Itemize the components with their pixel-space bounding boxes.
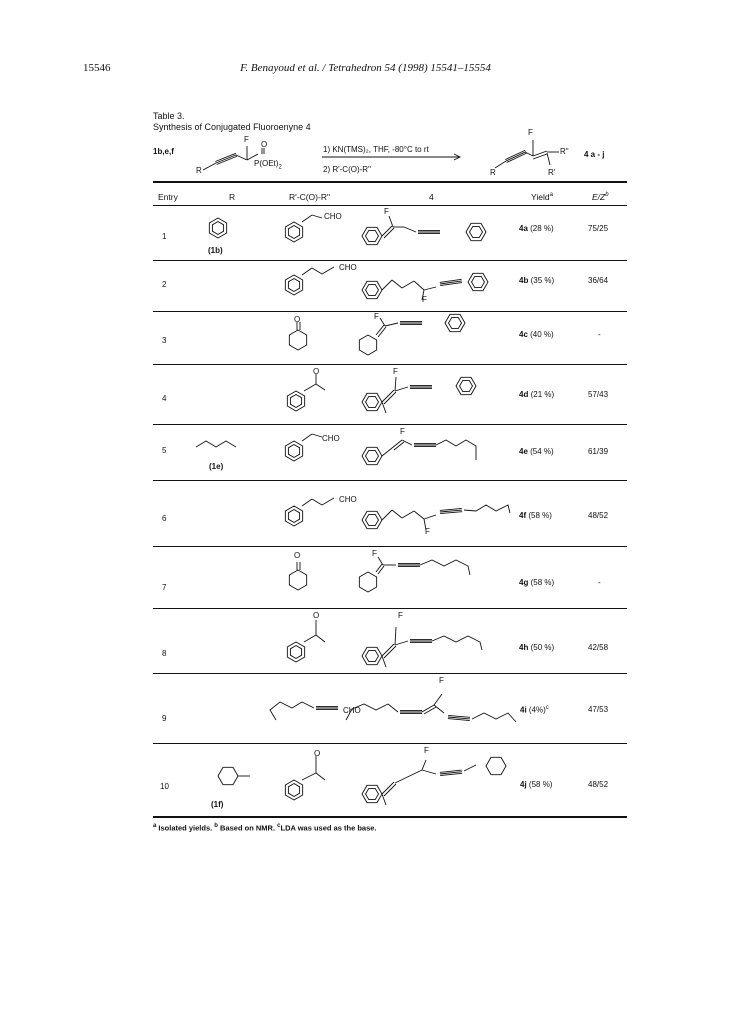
header-rule bbox=[153, 205, 627, 206]
table-label: Table 3. bbox=[153, 111, 185, 121]
row-9-cho: CHO bbox=[343, 706, 361, 715]
product-f-atom: F bbox=[528, 128, 533, 137]
header-yield-sup: a bbox=[549, 192, 553, 199]
row-1-yield bbox=[519, 224, 554, 233]
row-6-entry: 6 bbox=[162, 514, 167, 523]
row-2-cho: CHO bbox=[339, 263, 357, 272]
row-9-ratio: 47/53 bbox=[588, 705, 609, 714]
header-ratio bbox=[592, 192, 609, 202]
row-divider bbox=[153, 743, 627, 744]
row-2-yield bbox=[519, 276, 554, 285]
row-9-entry: 9 bbox=[162, 714, 167, 723]
row-7-compound: 4g bbox=[519, 578, 529, 587]
row-5-yield bbox=[519, 447, 554, 456]
header-ratio-sup: b bbox=[605, 192, 609, 199]
row-4-entry: 4 bbox=[162, 394, 167, 403]
row-6-yield-value: (58 %) bbox=[528, 511, 552, 520]
row-1-r-label: (1b) bbox=[208, 246, 223, 255]
row-9-yield-value: (4%) bbox=[528, 705, 546, 715]
header-r: R bbox=[229, 192, 236, 202]
row-3-compound: 4c bbox=[519, 330, 528, 339]
running-header: F. Benayoud et al. / Tetrahedron 54 (1998) 15541–15554 bbox=[240, 62, 491, 74]
row-5-r-label: (1e) bbox=[209, 462, 224, 471]
row-7-yield-value: (58 %) bbox=[530, 578, 555, 587]
row-divider bbox=[153, 608, 627, 609]
row-3-ratio: - bbox=[598, 330, 601, 339]
row-7-entry: 7 bbox=[162, 583, 167, 592]
reagent-label: 1b,e,f bbox=[153, 147, 174, 156]
reagent-phosphonate bbox=[254, 159, 282, 171]
row-divider bbox=[153, 673, 627, 674]
row-1-yield-value: (28 %) bbox=[530, 224, 554, 233]
row-2-f-atom: F bbox=[422, 295, 427, 304]
condition-2: 2) R'-C(O)-R" bbox=[323, 165, 371, 174]
row-10-compound: 4j bbox=[520, 780, 527, 789]
row-7-yield bbox=[519, 578, 554, 587]
footnote-c: LDA was used as the base. bbox=[280, 823, 377, 833]
row-9-yield bbox=[520, 705, 549, 715]
row-5-cho: CHO bbox=[322, 434, 340, 443]
row-5-ratio: 61/39 bbox=[588, 447, 609, 456]
row-3-yield bbox=[519, 330, 554, 339]
row-6-yield bbox=[519, 511, 552, 520]
reagent-o-atom: O bbox=[261, 140, 268, 149]
row-divider bbox=[153, 311, 627, 312]
row-1-f-atom: F bbox=[384, 207, 389, 216]
row-5-compound: 4e bbox=[519, 447, 528, 456]
row-1-entry: 1 bbox=[162, 232, 167, 241]
row-3-yield-value: (40 %) bbox=[530, 330, 554, 339]
row-10-f-atom: F bbox=[424, 746, 429, 755]
reagent-p-group: P(OEt) bbox=[254, 159, 279, 168]
row-10-yield bbox=[520, 780, 552, 789]
footnote-c-mark: c bbox=[277, 823, 281, 829]
row-8-yield bbox=[519, 643, 554, 652]
footnote-b-mark: b bbox=[214, 823, 218, 829]
row-divider bbox=[153, 364, 627, 365]
table-title bbox=[153, 111, 311, 133]
footnote-a-mark: a bbox=[153, 823, 157, 829]
row-4-ratio: 57/43 bbox=[588, 390, 609, 399]
row-1-cho: CHO bbox=[324, 212, 342, 221]
row-10-r-label: (1f) bbox=[211, 800, 224, 809]
product-r-double-prime: R" bbox=[560, 147, 569, 156]
row-10-o-atom: O bbox=[314, 749, 321, 758]
condition-1: 1) KN(TMS)₂, THF, -80°C to rt bbox=[323, 145, 429, 154]
table-footnotes bbox=[153, 823, 377, 833]
row-6-ratio: 48/52 bbox=[588, 511, 609, 520]
row-8-compound: 4h bbox=[519, 643, 529, 652]
row-divider bbox=[153, 546, 627, 547]
row-8-o-atom: O bbox=[313, 611, 320, 620]
row-9-compound: 4i bbox=[520, 705, 527, 715]
row-4-yield-value: (21 %) bbox=[530, 390, 555, 399]
row-10-ratio: 48/52 bbox=[588, 780, 609, 789]
reaction-arrow bbox=[322, 154, 460, 160]
page-number: 15546 bbox=[83, 62, 111, 74]
row-8-ratio: 42/58 bbox=[588, 643, 609, 652]
header-carbonyl: R'-C(O)-R" bbox=[289, 192, 330, 202]
table-caption: Synthesis of Conjugated Fluoroenyne 4 bbox=[153, 122, 311, 132]
row-7-ratio: - bbox=[598, 578, 601, 587]
row-divider bbox=[153, 260, 627, 261]
row-5-yield-value: (54 %) bbox=[530, 447, 554, 456]
row-3-o-atom: O bbox=[294, 315, 301, 324]
table-bottom-rule bbox=[153, 816, 627, 818]
row-6-cho: CHO bbox=[339, 495, 357, 504]
reagent-f-atom: F bbox=[244, 135, 249, 144]
row-7-o-atom: O bbox=[294, 551, 301, 560]
product-r-prime: R' bbox=[548, 168, 556, 177]
row-4-compound: 4d bbox=[519, 390, 529, 399]
product-series-label: 4 a - j bbox=[584, 150, 605, 159]
row-8-f-atom: F bbox=[398, 611, 403, 620]
footnote-b: Based on NMR. bbox=[217, 823, 278, 833]
row-divider bbox=[153, 480, 627, 481]
header-entry: Entry bbox=[158, 192, 178, 202]
row-10-entry: 10 bbox=[160, 782, 169, 791]
row-8-entry: 8 bbox=[162, 649, 167, 658]
row-3-entry: 3 bbox=[162, 336, 167, 345]
header-ratio-label: E/Z bbox=[592, 192, 606, 202]
row-5-f-atom: F bbox=[400, 427, 405, 436]
table-top-rule bbox=[153, 181, 627, 183]
row-5-entry: 5 bbox=[162, 446, 167, 455]
row-2-ratio: 36/64 bbox=[588, 276, 609, 285]
row-4-yield bbox=[519, 390, 554, 399]
row-divider bbox=[153, 424, 627, 425]
row-1-ratio: 75/25 bbox=[588, 224, 609, 233]
header-yield bbox=[531, 192, 553, 202]
row-6-compound: 4f bbox=[519, 511, 527, 520]
row-9-f-atom: F bbox=[439, 676, 444, 685]
row-6-f-atom: F bbox=[425, 527, 430, 536]
row-9-yield-sup: c bbox=[545, 705, 549, 711]
row-4-f-atom: F bbox=[393, 367, 398, 376]
header-yield-label: Yield bbox=[531, 192, 550, 202]
row-2-entry: 2 bbox=[162, 280, 167, 289]
row-1-compound: 4a bbox=[519, 224, 528, 233]
reagent-p-sub: 2 bbox=[278, 164, 282, 171]
product-structure bbox=[495, 140, 559, 168]
footnote-a: Isolated yields. bbox=[156, 823, 215, 833]
row-4-o-atom: O bbox=[313, 367, 320, 376]
row-8-yield-value: (50 %) bbox=[530, 643, 555, 652]
reagent-substituent: R bbox=[196, 166, 202, 175]
header-product: 4 bbox=[429, 192, 434, 202]
product-r: R bbox=[490, 168, 496, 177]
row-3-f-atom: F bbox=[374, 312, 379, 321]
row-7-f-atom: F bbox=[372, 549, 377, 558]
row-10-yield-value: (58 %) bbox=[528, 780, 553, 789]
row-2-yield-value: (35 %) bbox=[530, 276, 555, 285]
row-2-compound: 4b bbox=[519, 276, 529, 285]
